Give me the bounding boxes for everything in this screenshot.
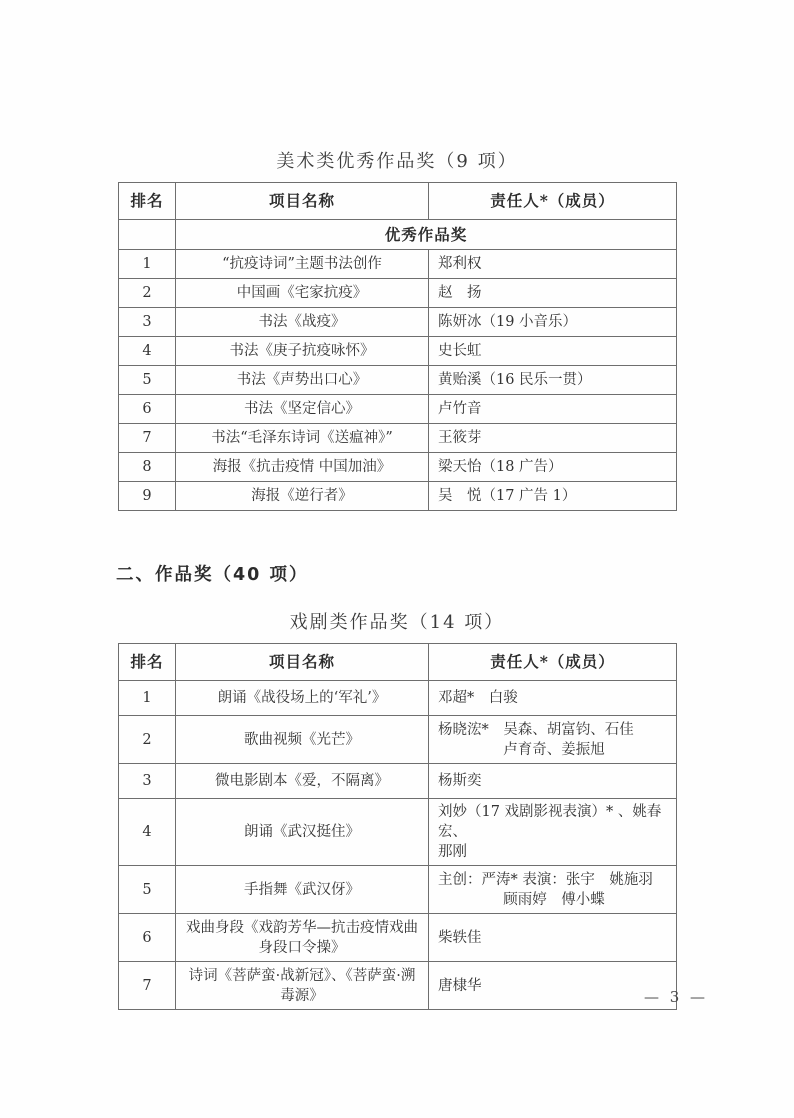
responsible-cell: 史长虹 [429, 337, 677, 366]
responsible-line1: 刘妙（17 戏剧影视表演）* 、姚春宏、 [438, 804, 662, 840]
project-cell: 书法《战疫》 [176, 308, 429, 337]
table-row [119, 337, 677, 366]
table-row [119, 279, 677, 308]
rank-cell: 4 [119, 337, 176, 366]
table-row [119, 681, 677, 716]
responsible-cell [429, 799, 677, 866]
project-cell: 书法《坚定信心》 [176, 395, 429, 424]
art-awards-title: 美术类优秀作品奖（9 项） [276, 151, 518, 172]
table-row [119, 366, 677, 395]
responsible-cell: 郑利权 [429, 250, 677, 279]
responsible-line2: 卢育奇、姜振旭 [503, 741, 605, 758]
project-cell: 朗诵《战役场上的‘军礼’》 [176, 681, 429, 716]
rank-cell: 3 [119, 308, 176, 337]
table-row [119, 799, 677, 866]
rank-cell: 3 [119, 764, 176, 799]
table-row [119, 866, 677, 914]
table-row [119, 308, 677, 337]
table-row [119, 764, 677, 799]
table-row [119, 250, 677, 279]
project-cell: “抗疫诗词”主题书法创作 [176, 250, 429, 279]
responsible-line2: 那刚 [438, 844, 467, 860]
project-cell: 书法“毛泽东诗词《送瘟神》” [176, 424, 429, 453]
responsible-cell: 赵 扬 [429, 279, 677, 308]
page-number: — 3 — [643, 988, 709, 1006]
rank-cell: 7 [119, 424, 176, 453]
project-cell: 朗诵《武汉挺住》 [176, 799, 429, 866]
project-cell: 诗词《菩萨蛮·战新冠》、《菩萨蛮·溯毒源》 [176, 962, 429, 1010]
project-cell: 歌曲视频《光芒》 [176, 716, 429, 764]
table-row [119, 962, 677, 1010]
responsible-cell: 陈妍冰（19 小音乐） [429, 308, 677, 337]
project-cell: 海报《抗击疫情 中国加油》 [176, 453, 429, 482]
responsible-cell: 邓超* 白骏 [429, 681, 677, 716]
responsible-cell: 黄贻溪（16 民乐一贯） [429, 366, 677, 395]
rank-cell: 2 [119, 279, 176, 308]
table-row [119, 453, 677, 482]
rank-cell: 5 [119, 366, 176, 395]
responsible-cell: 杨斯奕 [429, 764, 677, 799]
responsible-cell: 卢竹音 [429, 395, 677, 424]
rank-header: 排名 [119, 644, 176, 681]
project-cell: 书法《庚子抗疫咏怀》 [176, 337, 429, 366]
project-header: 项目名称 [176, 644, 429, 681]
rank-cell: 1 [119, 250, 176, 279]
responsible-line1: 主创：严涛* 表演：张宇 姚施羽 [438, 871, 653, 888]
subheader-cell: 优秀作品奖 [176, 220, 677, 250]
project-cell: 微电影剧本《爱，不隔离》 [176, 764, 429, 799]
responsible-header: 责任人*（成员） [429, 183, 677, 220]
rank-header: 排名 [119, 183, 176, 220]
drama-awards-title: 戏剧类作品奖（14 项） [289, 612, 505, 633]
project-cell: 手指舞《武汉伢》 [176, 866, 429, 914]
responsible-line1: 杨晓浤* 吴森、胡富钧、石佳 [438, 721, 634, 738]
responsible-cell: 柴轶佳 [429, 914, 677, 962]
responsible-cell [429, 716, 677, 764]
rank-cell: 1 [119, 681, 176, 716]
subheader-row [119, 220, 677, 250]
table-header-row [119, 644, 677, 681]
responsible-header: 责任人*（成员） [429, 644, 677, 681]
table-row [119, 914, 677, 962]
rank-cell: 4 [119, 799, 176, 866]
rank-cell: 2 [119, 716, 176, 764]
project-header: 项目名称 [176, 183, 429, 220]
art-awards-table [118, 182, 677, 511]
responsible-cell: 王筱芽 [429, 424, 677, 453]
table-row [119, 395, 677, 424]
responsible-cell: 吴 悦（17 广告 1） [429, 482, 677, 511]
responsible-line2: 顾雨婷 傅小蝶 [503, 891, 605, 908]
rank-cell: 9 [119, 482, 176, 511]
responsible-cell [429, 866, 677, 914]
project-cell: 戏曲身段《戏韵芳华—抗击疫情戏曲身段口令操》 [176, 914, 429, 962]
rank-cell: 8 [119, 453, 176, 482]
responsible-cell: 唐棣华 [429, 962, 677, 1010]
empty-rank-cell [119, 220, 176, 250]
table-row [119, 716, 677, 764]
project-cell: 海报《逆行者》 [176, 482, 429, 511]
rank-cell: 6 [119, 395, 176, 424]
responsible-cell: 梁天怡（18 广告） [429, 453, 677, 482]
rank-cell: 7 [119, 962, 176, 1010]
table-row [119, 424, 677, 453]
rank-cell: 6 [119, 914, 176, 962]
drama-awards-table [118, 643, 677, 1010]
table-row [119, 482, 677, 511]
project-cell: 中国画《宅家抗疫》 [176, 279, 429, 308]
table-header-row [119, 183, 677, 220]
section-heading-works-award: 二、作品奖（40 项） [116, 565, 309, 585]
project-cell: 书法《声势出口心》 [176, 366, 429, 395]
rank-cell: 5 [119, 866, 176, 914]
